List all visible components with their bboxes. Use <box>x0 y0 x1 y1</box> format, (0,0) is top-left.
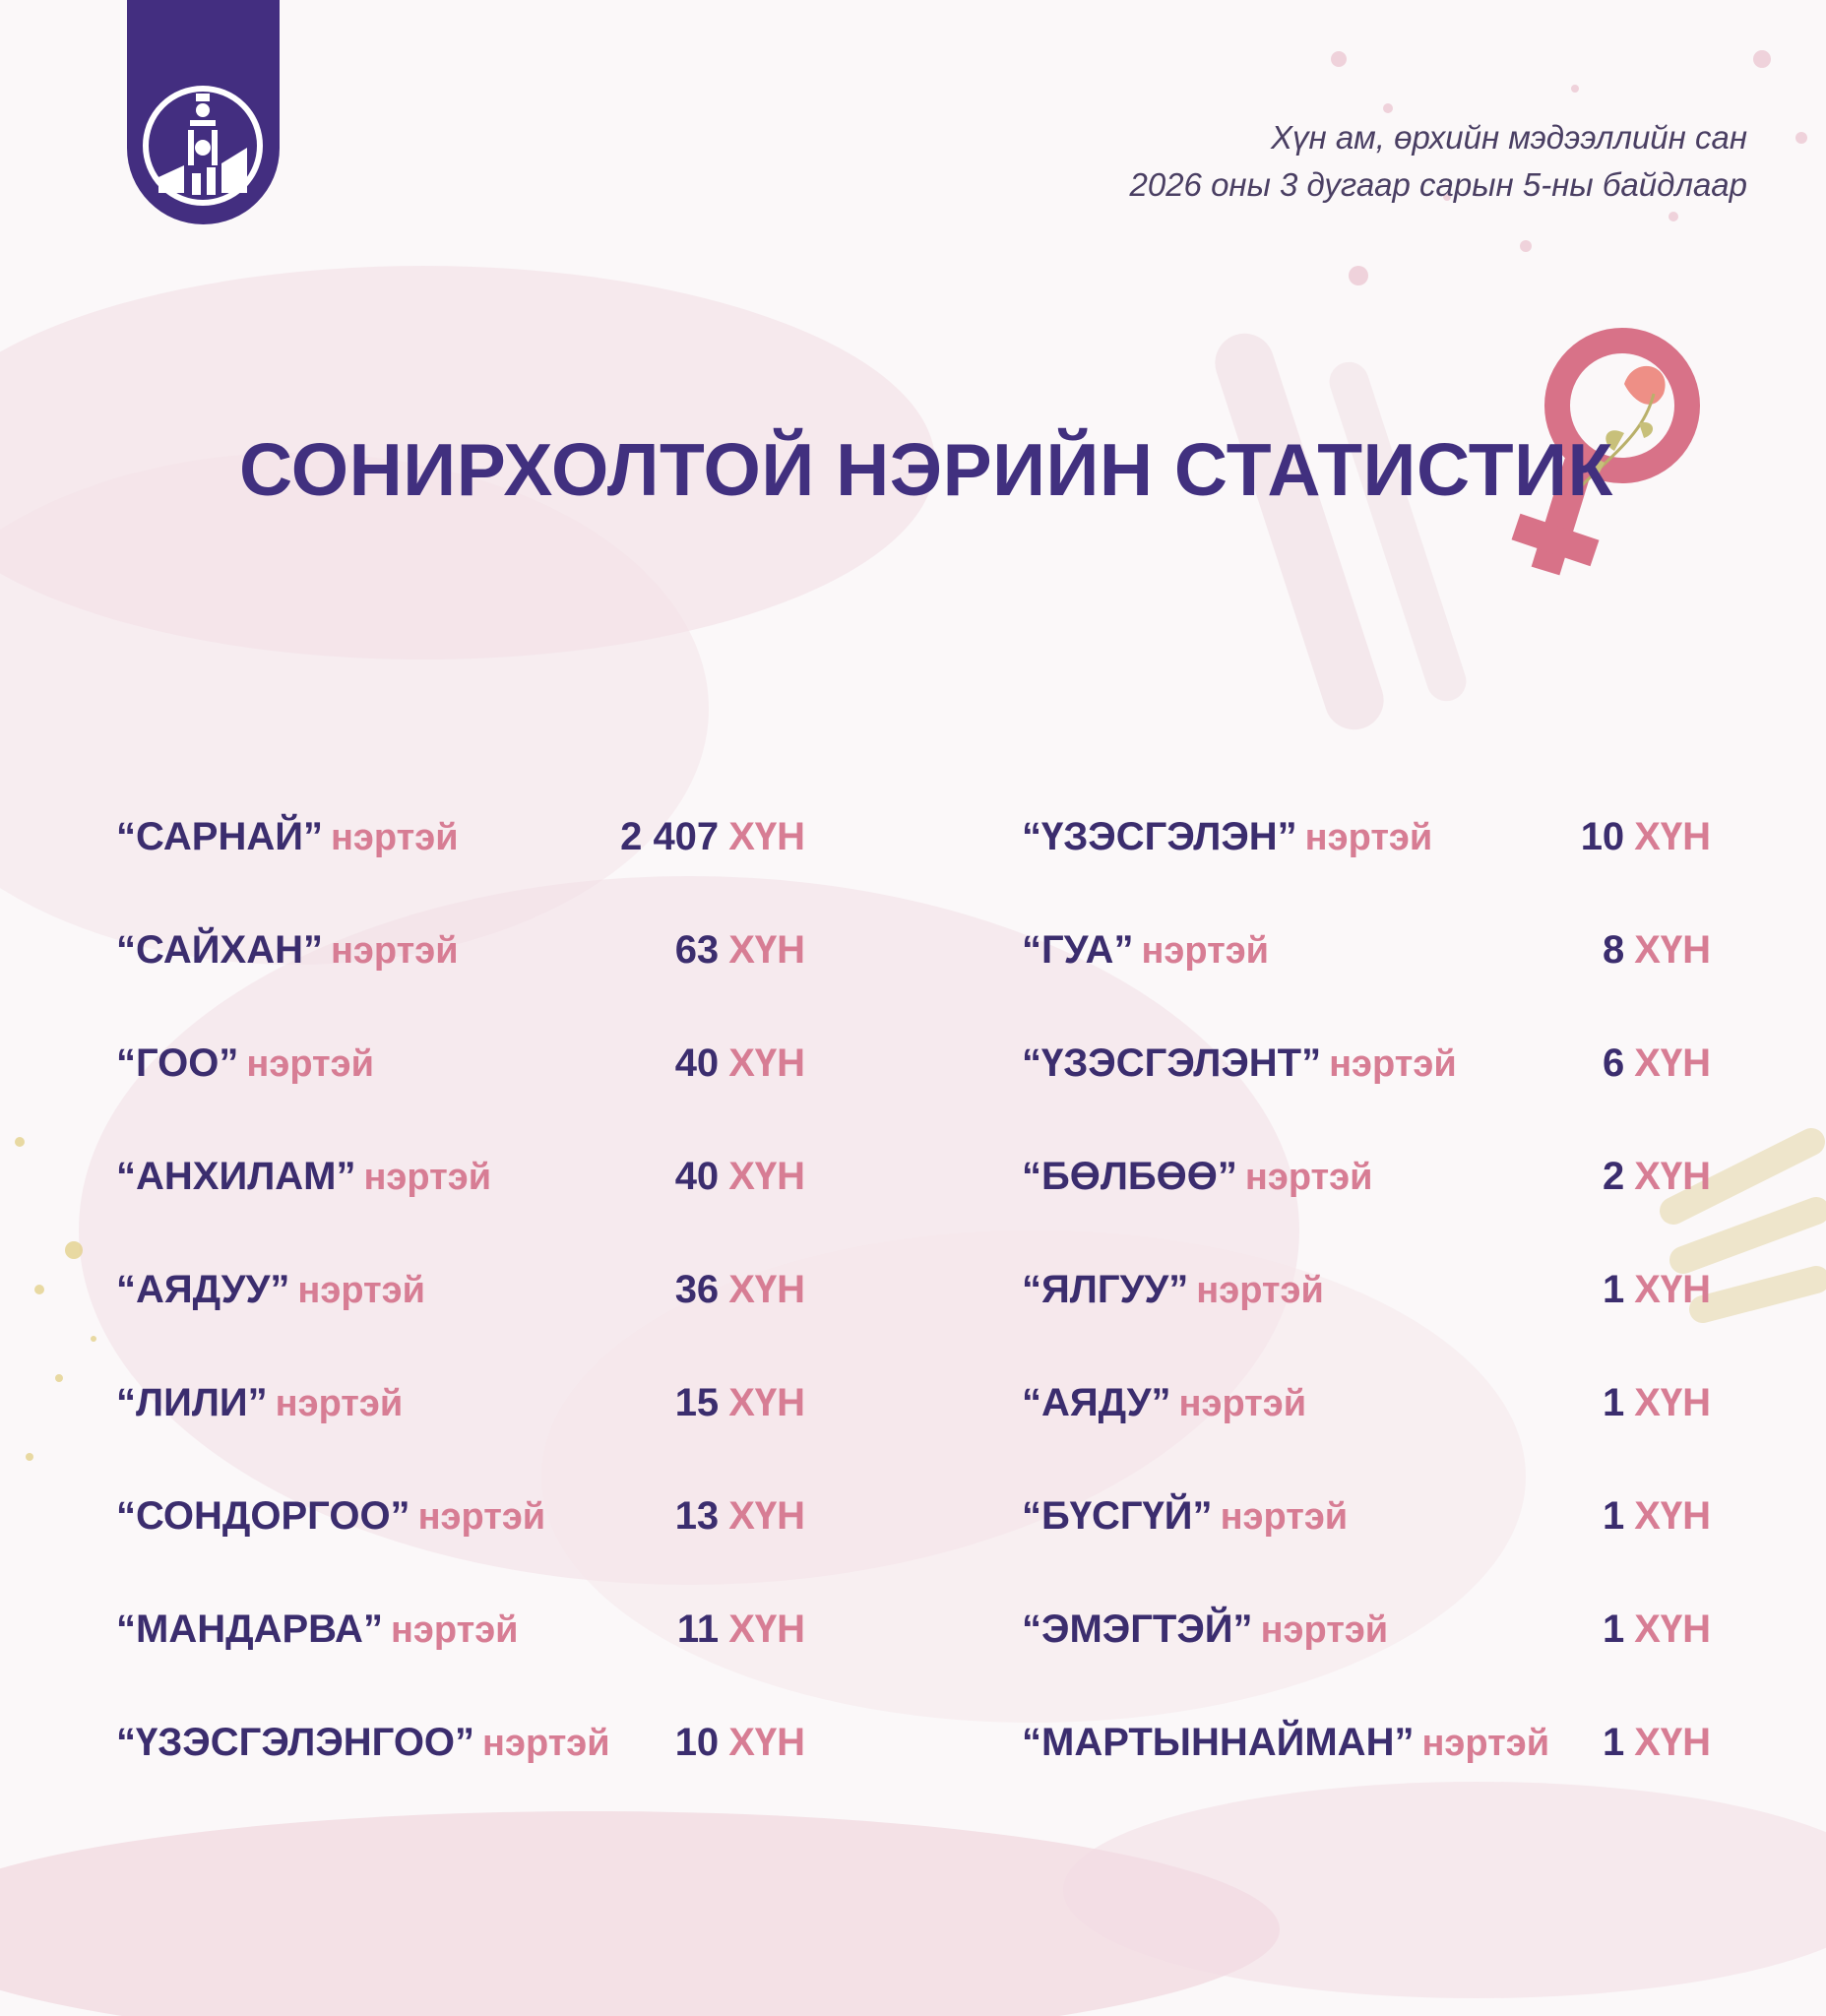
name-value: “АЯДУ” <box>1022 1381 1171 1424</box>
count-number: 10 <box>674 1721 720 1764</box>
person-count <box>1603 1600 1711 1659</box>
name-suffix: нэртэй <box>1260 1609 1389 1651</box>
count-number: 40 <box>674 1155 720 1198</box>
name-stat-row <box>1022 1600 1711 1659</box>
count-number: 15 <box>674 1381 720 1424</box>
count-unit: ХҮН <box>1634 1155 1711 1198</box>
count-number: 63 <box>674 928 720 972</box>
name-label <box>116 1713 610 1773</box>
name-suffix: нэртэй <box>1196 1270 1324 1311</box>
name-suffix: нэртэй <box>1141 930 1270 972</box>
count-unit: ХҮН <box>728 815 805 858</box>
name-suffix: нэртэй <box>330 817 459 858</box>
person-count <box>1581 807 1711 866</box>
name-stat-row <box>116 807 805 866</box>
name-label <box>116 1260 425 1320</box>
name-suffix: нэртэй <box>1304 817 1433 858</box>
name-label <box>116 1600 519 1660</box>
name-label <box>1022 1034 1457 1094</box>
data-source <box>999 114 1747 209</box>
name-stat-row <box>116 1260 805 1319</box>
name-stat-row <box>1022 920 1711 979</box>
name-stat-row <box>116 1600 805 1659</box>
name-value: “БҮСГҮЙ” <box>1022 1494 1213 1538</box>
person-count <box>1603 1486 1711 1545</box>
count-unit: ХҮН <box>1634 1041 1711 1085</box>
name-suffix: нэртэй <box>482 1723 610 1764</box>
source-line-1: Хүн ам, өрхийн мэдээллийн сан <box>1270 119 1747 156</box>
person-count <box>1603 1147 1711 1206</box>
name-label <box>116 1486 545 1546</box>
count-number: 1 <box>1602 1381 1625 1424</box>
person-count <box>1603 1713 1711 1772</box>
name-stat-row <box>116 1486 805 1545</box>
count-number: 1 <box>1602 1607 1625 1651</box>
count-unit: ХҮН <box>728 1381 805 1424</box>
person-count <box>677 1600 805 1659</box>
person-count <box>675 1486 805 1545</box>
count-unit: ХҮН <box>1634 1607 1711 1651</box>
person-count <box>675 1260 805 1319</box>
count-number: 1 <box>1602 1494 1625 1538</box>
soyombo-emblem-icon <box>127 0 280 224</box>
person-count <box>675 1034 805 1093</box>
person-count <box>675 920 805 979</box>
count-number: 36 <box>674 1268 720 1311</box>
logo <box>127 0 280 224</box>
name-label <box>1022 1600 1388 1660</box>
person-count <box>675 1713 805 1772</box>
name-stat-row <box>116 920 805 979</box>
name-suffix: нэртэй <box>246 1043 374 1085</box>
name-stat-row <box>116 1713 805 1772</box>
name-value: “АЯДУУ” <box>116 1268 290 1311</box>
name-stat-row <box>116 1147 805 1206</box>
name-suffix: нэртэй <box>1421 1723 1550 1764</box>
count-unit: ХҮН <box>728 1607 805 1651</box>
name-value: “ГУА” <box>1022 928 1134 972</box>
count-number: 2 <box>1602 1155 1625 1198</box>
person-count <box>1603 1260 1711 1319</box>
name-value: “СОНДОРГОО” <box>116 1494 410 1538</box>
name-suffix: нэртэй <box>417 1496 546 1538</box>
name-label <box>1022 1260 1324 1320</box>
name-label <box>116 920 459 980</box>
count-number: 40 <box>674 1041 720 1085</box>
name-suffix: нэртэй <box>1178 1383 1307 1424</box>
name-value: “ҮЗЭСГЭЛЭНГОО” <box>116 1721 475 1764</box>
name-value: “МАНДАРВА” <box>116 1607 383 1651</box>
name-value: “МАРТЫННАЙМАН” <box>1022 1721 1415 1764</box>
name-value: “АНХИЛАМ” <box>116 1155 356 1198</box>
name-stat-row <box>1022 1034 1711 1093</box>
name-label <box>1022 1147 1373 1207</box>
name-label <box>116 1034 374 1094</box>
name-stat-row <box>1022 1486 1711 1545</box>
name-label <box>1022 1373 1306 1433</box>
name-stat-row <box>1022 807 1711 866</box>
name-suffix: нэртэй <box>363 1157 492 1198</box>
person-count <box>675 1373 805 1432</box>
person-count <box>1603 1373 1711 1432</box>
count-unit: ХҮН <box>1634 815 1711 858</box>
count-unit: ХҮН <box>728 1268 805 1311</box>
name-value: “ЛИЛИ” <box>116 1381 268 1424</box>
count-unit: ХҮН <box>1634 1494 1711 1538</box>
count-number: 6 <box>1602 1041 1625 1085</box>
name-value: “ҮЗЭСГЭЛЭНТ” <box>1022 1041 1322 1085</box>
count-unit: ХҮН <box>728 1494 805 1538</box>
name-suffix: нэртэй <box>330 930 459 972</box>
name-label <box>116 1147 491 1207</box>
count-number: 13 <box>674 1494 720 1538</box>
name-stat-row <box>116 1373 805 1432</box>
person-count <box>1603 1034 1711 1093</box>
name-value: “ЯЛГУУ” <box>1022 1268 1189 1311</box>
count-unit: ХҮН <box>1634 928 1711 972</box>
name-suffix: нэртэй <box>1220 1496 1349 1538</box>
count-number: 11 <box>676 1607 720 1651</box>
person-count <box>620 807 805 866</box>
person-count <box>675 1147 805 1206</box>
name-value: “ҮЗЭСГЭЛЭН” <box>1022 815 1297 858</box>
count-number: 8 <box>1602 928 1625 972</box>
count-unit: ХҮН <box>1634 1721 1711 1764</box>
page-title: СОНИРХОЛТОЙ НЭРИЙН СТАТИСТИК <box>239 428 1613 511</box>
count-unit: ХҮН <box>1634 1381 1711 1424</box>
name-value: “САРНАЙ” <box>116 815 323 858</box>
name-suffix: нэртэй <box>390 1609 519 1651</box>
name-label <box>116 807 459 867</box>
source-line-2: 2026 оны 3 дугаар сарын 5-ны байдлаар <box>1129 166 1747 203</box>
name-value: “ЭМЭГТЭЙ” <box>1022 1607 1253 1651</box>
count-unit: ХҮН <box>728 1721 805 1764</box>
name-stat-row <box>116 1034 805 1093</box>
name-stat-row <box>1022 1260 1711 1319</box>
name-label <box>1022 920 1269 980</box>
count-number: 1 <box>1602 1268 1625 1311</box>
count-unit: ХҮН <box>728 1155 805 1198</box>
name-label <box>1022 807 1432 867</box>
name-label <box>1022 1713 1549 1773</box>
count-unit: ХҮН <box>1634 1268 1711 1311</box>
name-value: “БӨЛБӨӨ” <box>1022 1155 1237 1198</box>
name-stat-row <box>1022 1713 1711 1772</box>
name-value: “САЙХАН” <box>116 928 323 972</box>
name-stat-row <box>1022 1373 1711 1432</box>
person-count <box>1603 920 1711 979</box>
name-label <box>116 1373 403 1433</box>
count-number: 1 <box>1602 1721 1625 1764</box>
name-suffix: нэртэй <box>1244 1157 1373 1198</box>
name-label <box>1022 1486 1348 1546</box>
name-suffix: нэртэй <box>297 1270 425 1311</box>
name-stat-row <box>1022 1147 1711 1206</box>
count-number: 10 <box>1580 815 1625 858</box>
name-suffix: нэртэй <box>1329 1043 1457 1085</box>
count-unit: ХҮН <box>728 928 805 972</box>
count-unit: ХҮН <box>728 1041 805 1085</box>
name-suffix: нэртэй <box>275 1383 404 1424</box>
count-number: 2 407 <box>620 815 720 858</box>
name-value: “ГОО” <box>116 1041 239 1085</box>
